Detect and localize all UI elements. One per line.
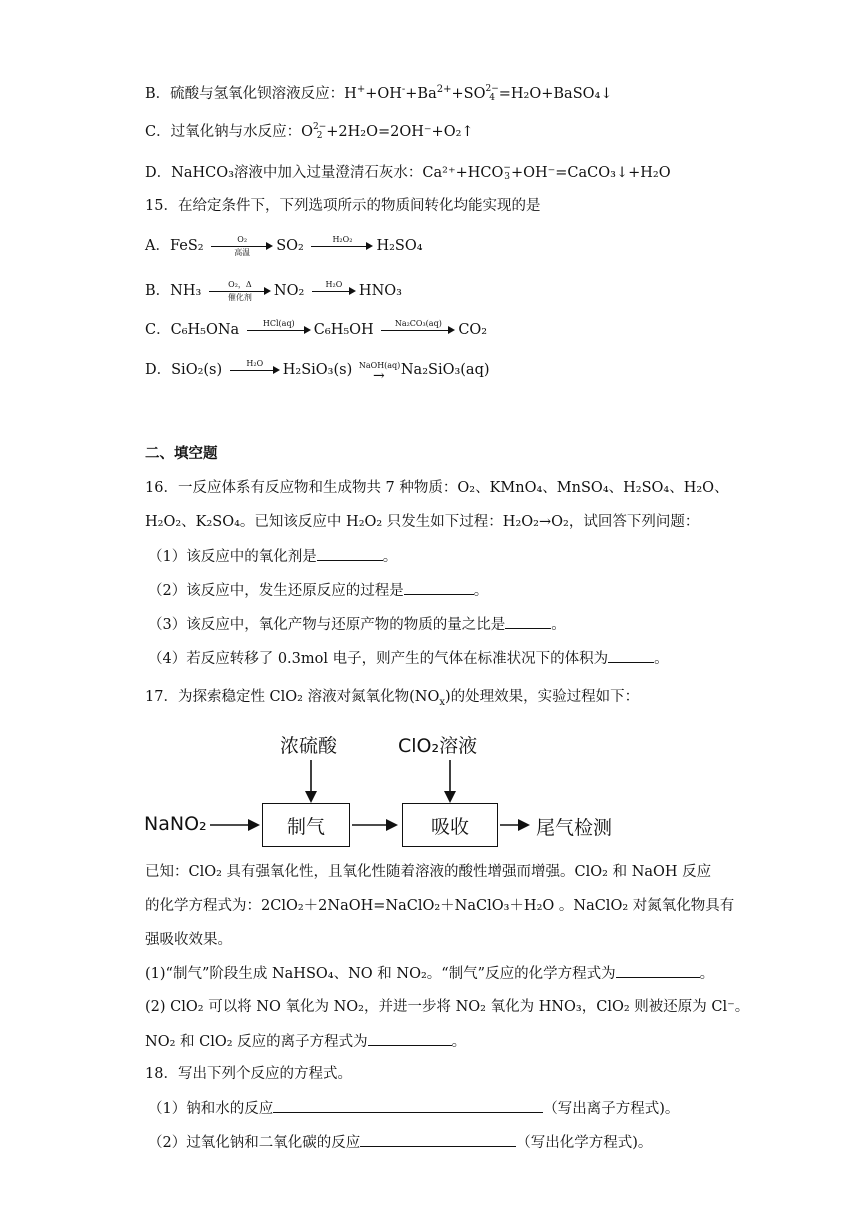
q16-subquestion-4: （4）若反应转移了 0.3mol 电子，则产生的气体在标准状况下的体积为 。: [148, 648, 669, 669]
flow-start-nano2: NaNO₂: [144, 813, 207, 835]
flow-reagent-sulfuric-acid: 浓硫酸: [280, 735, 338, 757]
q17-part-2: (2) ClO₂ 可以将 NO 氧化为 NO₂，并进一步将 NO₂ 氧化为 HNO₃，ClO₂ 则被还原为 Cl⁻。: [145, 999, 750, 1015]
answer-blank[interactable]: [616, 963, 700, 978]
section-heading: 二、填空题: [145, 446, 218, 462]
q16-stem-line2: H₂O₂、K₂SO₄。已知该反应中 H₂O₂ 只发生如下过程：H₂O₂→O₂，试回答下列问题：: [145, 514, 700, 530]
answer-blank[interactable]: [608, 648, 654, 663]
answer-blank[interactable]: [368, 1031, 452, 1046]
q16-subquestion-1: （1）该反应中的氧化剂是 。: [148, 546, 397, 567]
q16-subquestion-3: （3）该反应中，氧化产物与还原产物的物质的量之比是 。: [148, 614, 566, 635]
answer-blank[interactable]: [317, 546, 383, 561]
q15-option-c: C．C₆H₅ONa HCl(aq) C₆H₅OH Na₂CO₃(aq) CO₂: [145, 319, 488, 338]
process-flow-diagram: [140, 725, 660, 860]
q17-known-line1: 已知：ClO₂ 具有强氧化性，且氧化性随着溶液的酸性增强而增强。ClO₂ 和 NaOH 反应: [145, 864, 712, 880]
reaction-arrow: HCl(aq): [247, 320, 311, 340]
reaction-arrow: Na₂CO₃(aq): [381, 320, 455, 340]
answer-blank[interactable]: [404, 580, 474, 595]
q15-option-d: D．SiO₂(s) H₂O H₂SiO₃(s) NaOH(aq) → Na₂SiO₃(aq): [145, 359, 490, 384]
flow-box-absorption: 吸收: [402, 803, 498, 847]
flow-box-gas-production: 制气: [262, 803, 350, 847]
reaction-arrow: H₂O₂: [311, 236, 373, 256]
reaction-arrow: NaOH(aq) →: [358, 361, 401, 384]
flow-reagent-clo2: ClO₂溶液: [398, 735, 478, 757]
q15-option-b: B．NH₃ O₂，Δ 催化剂 NO₂ H₂O HNO₃: [145, 280, 402, 302]
q15-option-a: A．FeS₂ O₂ 高温 SO₂ H₂O₂ H₂SO₄: [145, 235, 423, 257]
answer-blank[interactable]: [505, 614, 551, 629]
answer-blank[interactable]: [273, 1098, 543, 1113]
reaction-arrow: H₂O: [230, 360, 280, 380]
reaction-arrow: H₂O: [312, 281, 356, 301]
q17-part-3: NO₂ 和 ClO₂ 反应的离子方程式为 。: [145, 1031, 466, 1052]
q17-stem: 17．为探索稳定性 ClO₂ 溶液对氮氧化物$(NO_x)$的处理效果，实验过程如下：: [145, 689, 640, 708]
reaction-arrow: O₂ 高温: [211, 236, 273, 256]
q14-option-d: D．NaHCO₃溶液中加入过量澄清石灰水：Ca²⁺+HCO− 3+OH⁻=CaCO₃↓+H₂O: [145, 163, 671, 182]
q14-option-b: B．硫酸与氢氧化钡溶液反应：$H^++OH^-+Ba^{2+}+SO2-$ 4 =H₂O+BaSO₄↓: [145, 83, 613, 103]
q15-stem: 15．在给定条件下，下列选项所示的物质间转化均能实现的是: [145, 198, 541, 214]
q16-stem-line1: 16．一反应体系有反应物和生成物共 7 种物质：O₂、KMnO₄、MnSO₄、H₂SO₄、H₂O、: [145, 480, 729, 496]
q17-part-1: (1)“制气”阶段生成 NaHSO₄、NO 和 NO₂。“制气”反应的化学方程式为 。: [145, 963, 714, 984]
flow-end-tail-gas: 尾气检测: [536, 817, 613, 839]
reaction-arrow: O₂，Δ 催化剂: [209, 281, 271, 301]
q18-stem: 18．写出下列个反应的方程式。: [145, 1066, 352, 1082]
q18-subquestion-1: （1）钠和水的反应 （写出离子方程式)。: [148, 1098, 679, 1119]
answer-blank[interactable]: [360, 1132, 516, 1147]
q14-option-c: C．过氧化钠与水反应：O2− 2 +2H₂O=2OH⁻+O₂↑: [145, 122, 474, 141]
q16-subquestion-2: （2）该反应中，发生还原反应的过程是 。: [148, 580, 488, 601]
q17-known-line3: 强吸收效果。: [145, 932, 232, 948]
q18-subquestion-2: （2）过氧化钠和二氧化碳的反应 （写出化学方程式)。: [148, 1132, 652, 1153]
q17-known-line2: 的化学方程式为：2ClO₂＋2NaOH=NaClO₂＋NaClO₃＋H₂O 。NaClO₂ 对氮氧化物具有: [145, 898, 735, 914]
